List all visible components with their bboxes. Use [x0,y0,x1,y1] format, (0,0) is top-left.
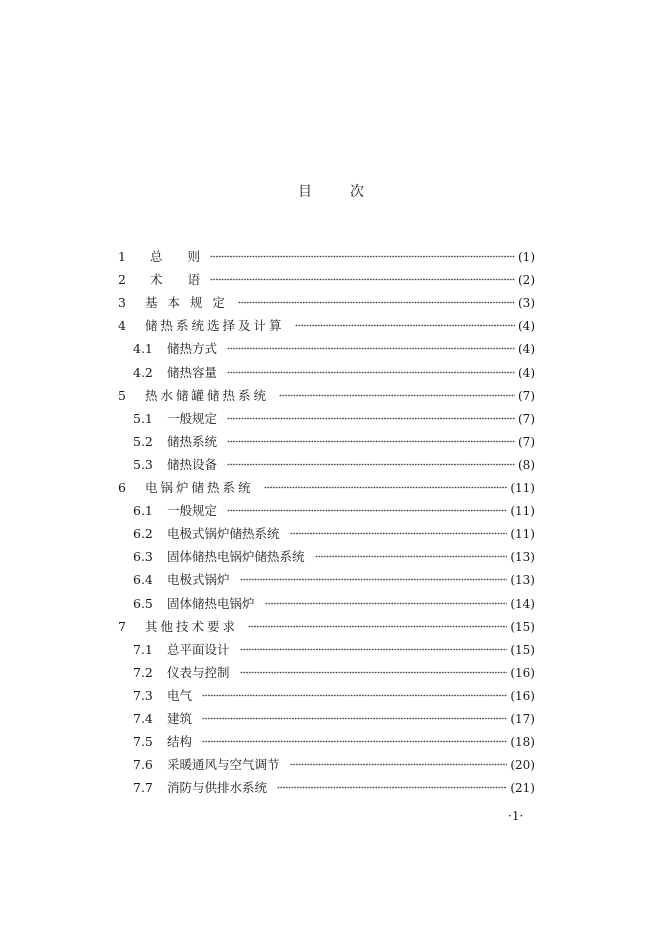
toc-entry-number: 7.1 [133,641,153,657]
toc-entry[interactable] [0,501,662,521]
toc-entry-title: 固体储热电锅炉储热系统 [167,549,305,565]
toc-entry-number: 7.7 [133,780,153,796]
toc-entry-page: (11) [510,527,535,542]
page-title [0,181,662,201]
toc-entry[interactable] [0,709,662,729]
toc-entry-page: (16) [510,665,535,680]
toc-entry-number: 4.2 [133,364,153,380]
toc-leader-dots [202,694,507,700]
toc-entry[interactable] [0,732,662,752]
toc-entry-number: 2 [118,272,126,288]
toc-entry[interactable] [0,339,662,359]
toc-leader-dots [264,486,507,492]
toc-entry-page: (7) [518,411,535,426]
title-part-1: 目 [298,184,312,200]
toc-leader-dots [279,394,515,400]
toc-entry-title: 消防与供排水系统 [167,780,268,796]
toc-entry-page: (11) [510,504,535,519]
toc-entry-page: (13) [510,573,535,588]
toc-leader-dots [265,602,507,608]
toc-entry-number: 5.3 [133,456,153,472]
toc-leader-dots [210,278,515,284]
toc-entry-number: 6.4 [133,572,153,588]
toc-entry-title: 电锅炉储热系统 [145,480,254,495]
toc-entry[interactable] [0,247,662,267]
toc-leader-dots [227,417,515,423]
toc-entry[interactable] [0,386,662,406]
toc-entry[interactable] [0,316,662,336]
toc-entry-title: 仪表与控制 [167,664,230,680]
toc-entry-number: 5.1 [133,410,153,426]
toc-entry[interactable] [0,432,662,452]
toc-entry-number: 4 [118,318,126,334]
toc-entry-title: 总 则 [150,249,201,264]
toc-entry-page: (21) [510,781,535,796]
toc-entry[interactable] [0,409,662,429]
toc-entry-number: 3 [118,295,126,311]
toc-leader-dots [227,440,515,446]
toc-entry-number: 7 [118,618,126,634]
toc-entry-title: 采暖通风与空气调节 [167,757,280,773]
toc-entry[interactable] [0,755,662,775]
toc-entry-page: (20) [510,758,535,773]
toc-entry-title: 储热容量 [167,364,218,380]
toc-entry-number: 7.6 [133,757,153,773]
toc-entry-page: (4) [518,319,535,334]
toc-entry-title: 基 本 规 定 [145,295,228,311]
toc-entry-page: (4) [518,342,535,357]
toc-entry[interactable] [0,663,662,683]
toc-entry-title: 总平面设计 [167,641,230,657]
toc-entry[interactable] [0,293,662,313]
toc-entry-title: 电极式锅炉储热系统 [167,526,280,542]
toc-entry-number: 5 [118,387,126,403]
toc-leader-dots [240,671,507,677]
toc-entry-number: 7.5 [133,734,153,750]
toc-entry[interactable] [0,455,662,475]
toc-entry-page: (8) [518,457,535,472]
toc-entry-page: (4) [518,365,535,380]
toc-entry[interactable] [0,686,662,706]
toc-entry[interactable] [0,524,662,544]
toc-entry-page: (7) [518,388,535,403]
toc-entry-number: 6.2 [133,526,153,542]
toc-leader-dots [238,301,515,307]
toc-entry[interactable] [0,270,662,290]
toc-entry-number: 7.3 [133,687,153,703]
toc-leader-dots [240,578,507,584]
toc-entry-number: 7.4 [133,711,153,726]
toc-entry-page: (18) [510,735,535,750]
page-number: ·1· [508,809,524,823]
toc-entry-page: (2) [518,273,535,288]
toc-entry-title: 储热系统选择及计算 [145,318,285,334]
toc-leader-dots [315,555,507,561]
toc-entry[interactable] [0,617,662,637]
toc-leader-dots [227,371,515,377]
toc-entry-number: 5.2 [133,433,153,449]
toc-entry-number: 1 [118,249,126,264]
toc-entry-title: 电气 [167,687,193,703]
toc-entry[interactable] [0,640,662,660]
toc-leader-dots [295,324,515,330]
toc-entry-number: 6.5 [133,595,153,611]
toc-entry-title: 储热方式 [167,341,218,357]
toc-entry-page: (14) [510,596,535,611]
toc-entry-title: 结构 [167,734,193,750]
toc-leader-dots [227,463,515,469]
toc-entry-number: 7.2 [133,664,153,680]
toc-entry-page: (15) [510,642,535,657]
toc-entry-title: 固体储热电锅炉 [167,595,255,611]
toc-entry-page: (17) [510,712,535,726]
toc-entry[interactable] [0,363,662,383]
toc-entry[interactable] [0,594,662,614]
toc-entry-page: (16) [510,688,535,703]
toc-leader-dots [227,347,515,353]
toc-leader-dots [290,763,507,769]
toc-entry-title: 储热设备 [167,456,218,472]
toc-entry-page: (3) [518,296,535,311]
toc-entry[interactable] [0,570,662,590]
toc-entry[interactable] [0,478,662,498]
toc-entry-title: 储热系统 [167,433,218,449]
toc-entry-title: 电极式锅炉 [167,572,230,588]
toc-leader-dots [277,786,507,792]
toc-leader-dots [248,625,507,631]
toc-entry-title: 其他技术要求 [145,618,239,634]
toc-entry-page: (7) [518,434,535,449]
toc-entry-page: (11) [510,481,535,495]
toc-entry-title: 热水储罐储热系统 [145,387,270,403]
toc-entry[interactable] [0,547,662,567]
toc-entry-number: 6 [118,480,126,495]
title-part-2: 次 [350,184,364,200]
toc-leader-dots [240,648,507,654]
toc-entry-page: (15) [510,619,535,634]
toc-leader-dots [227,509,507,515]
toc-leader-dots [202,740,507,746]
toc-leader-dots [290,532,507,538]
toc-entry[interactable] [0,778,662,798]
toc-entry-number: 6.3 [133,549,153,565]
toc-entry-number: 4.1 [133,341,153,357]
toc-entry-title: 术 语 [150,272,201,288]
toc-entry-title: 一般规定 [167,410,218,426]
toc-entry-title: 建筑 [167,711,193,726]
toc-leader-dots [202,717,507,723]
toc-entry-number: 6.1 [133,503,153,519]
toc-entry-page: (13) [510,550,535,565]
toc-entry-title: 一般规定 [167,503,218,519]
toc-leader-dots [210,255,515,261]
toc-entry-page: (1) [518,250,535,264]
